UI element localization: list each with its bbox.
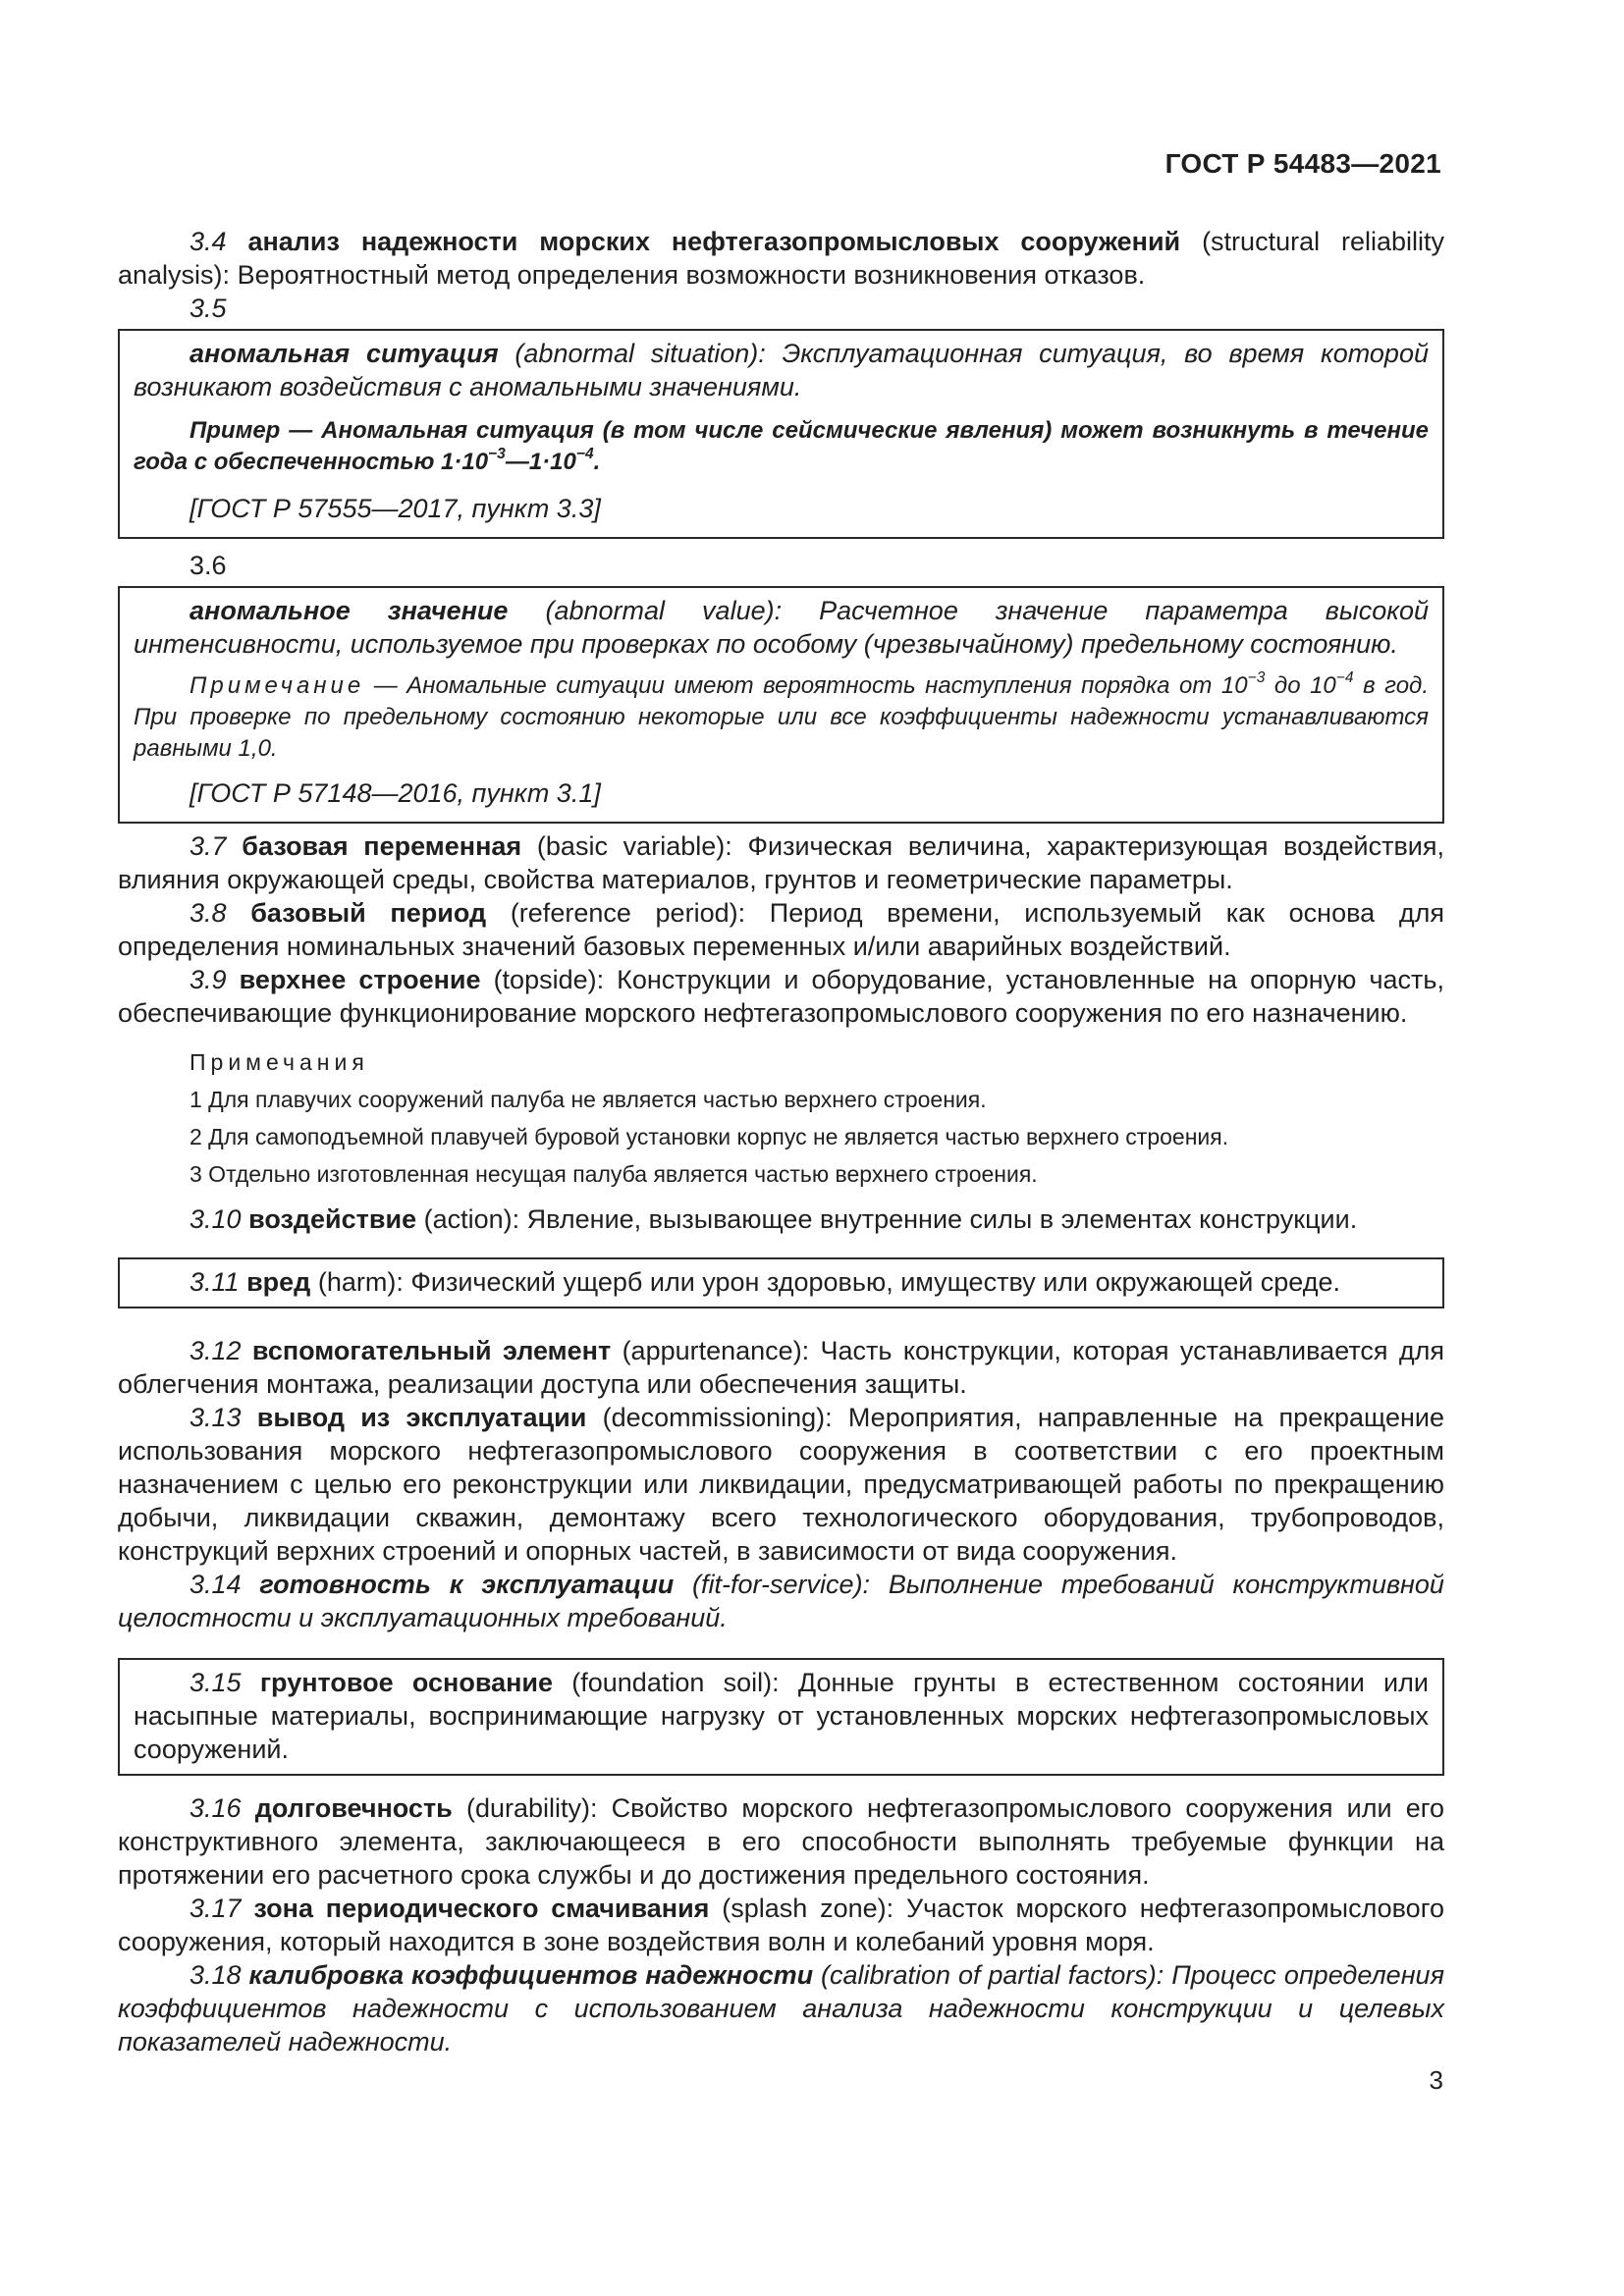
term-3-12 — [118, 1334, 1444, 1401]
term-definition: Период времени, используемый как основа для определения номинальных значений базовых переменных и/или аварийных воздействий. — [118, 898, 1444, 961]
exponent: −4 — [1335, 668, 1354, 686]
term-english: (basic variable): — [536, 831, 732, 861]
term-english: (calibration of partial factors): — [821, 1960, 1164, 1990]
term-name: грунтовое основание — [259, 1668, 554, 1697]
term-3-11-box — [118, 1257, 1444, 1308]
term-english: (structural reliability analysis): — [118, 227, 1444, 290]
term-english: (abnormal value): — [545, 596, 783, 625]
term-3-5-source: [ГОСТ Р 57555—2017, пункт 3.3] — [189, 494, 601, 523]
note-text: до 10 — [1265, 672, 1336, 699]
term-3-14 — [118, 1568, 1444, 1634]
term-3-18 — [118, 1958, 1444, 2058]
term-name: зона периодического смачивания — [253, 1894, 710, 1923]
term-english: (topside): — [493, 965, 605, 994]
note-item: 3 Отдельно изготовленная несущая палуба является частью верхнего строения. — [189, 1161, 1038, 1187]
term-english: (fit-for-service): — [692, 1570, 871, 1599]
term-3-5-label: 3.5 — [189, 294, 227, 323]
term-3-5-box — [118, 329, 1444, 539]
term-definition: Эксплуатационная ситуация, во время которой возникают воздействия с аномальными значениями. — [134, 339, 1429, 401]
term-3-13 — [118, 1401, 1444, 1568]
term-3-6-definition-line — [134, 594, 1429, 661]
exponent: −3 — [488, 445, 506, 462]
exponent: −4 — [575, 445, 594, 462]
term-definition: Вероятностный метод определения возможности возникновения отказов. — [237, 260, 1146, 290]
term-number: 3.18 — [189, 1960, 242, 1990]
term-definition: Часть конструкции, которая устанавливается для облегчения монтажа, реализации доступа или обеспечения защиты. — [118, 1336, 1444, 1399]
term-3-15-box — [118, 1658, 1444, 1776]
term-3-5-definition-line — [134, 337, 1429, 403]
term-name: верхнее строение — [239, 965, 481, 994]
term-english: (foundation soil): — [571, 1668, 780, 1697]
note-item: 1 Для плавучих сооружений палуба не является частью верхнего строения. — [189, 1087, 987, 1112]
term-english: (abnormal situation): — [514, 339, 766, 368]
note-text: — Аномальные ситуации имеют вероятность наступления порядка от 10 — [364, 672, 1248, 699]
term-definition: Процесс определения коэффициентов надежности с использованием анализа надежности конструкции и целевых показателей надежности. — [118, 1960, 1444, 2056]
term-definition: Мероприятия, направленные на прекращение использования морского нефтегазопромыслового сооружения в соответствии с его проектным назначением с целью его реконструкции или ликвидации, предусматривающей работы по прекращению добычи, ликвидации скважин, демонтажу всего технологического оборудования, трубопроводов, конструкций верхних строений и опорных частей, в зависимости от вида сооружения. — [118, 1403, 1444, 1566]
term-english: (appurtenance): — [622, 1336, 810, 1365]
term-3-11 — [134, 1265, 1429, 1299]
term-3-7 — [118, 829, 1444, 896]
notes-heading: Примечания — [189, 1049, 369, 1075]
example-text: —1·10 — [505, 449, 576, 475]
term-3-6-note — [134, 670, 1429, 765]
term-3-15 — [134, 1666, 1429, 1766]
term-number: 3.7 — [189, 831, 227, 861]
term-name: вывод из эксплуатации — [256, 1403, 587, 1432]
term-definition: Выполнение требований конструктивной целостности и эксплуатационных требований. — [118, 1570, 1444, 1632]
term-name: базовая переменная — [242, 831, 522, 861]
term-definition: Расчетное значение параметра высокой интенсивности, используемое при проверках по особому (чрезвычайному) предельному состоянию. — [134, 596, 1430, 659]
term-number: 3.10 — [189, 1204, 242, 1234]
exponent: −3 — [1247, 668, 1266, 686]
term-english: (reference period): — [510, 898, 746, 928]
term-name: базовый период — [250, 898, 487, 928]
term-3-6-label: 3.6 — [189, 551, 227, 580]
document-id-header: ГОСТ Р 54483—2021 — [1164, 148, 1441, 179]
term-number: 3.9 — [189, 965, 227, 994]
term-3-5-example — [134, 415, 1429, 478]
term-number: 3.11 — [189, 1267, 240, 1297]
term-english: (splash zone): — [722, 1894, 894, 1923]
term-number: 3.8 — [189, 898, 227, 928]
note-item: 2 Для самоподъемной плавучей буровой установки корпус не является частью верхнего строения. — [189, 1124, 1229, 1149]
term-number: 3.15 — [189, 1668, 242, 1697]
term-3-10 — [118, 1202, 1444, 1236]
term-3-9 — [118, 963, 1444, 1030]
term-name: воздействие — [248, 1204, 417, 1234]
term-3-6-source: [ГОСТ Р 57148—2016, пункт 3.1] — [189, 778, 601, 808]
example-text: Пример — Аномальная ситуация (в том числе сейсмические явления) может возникнуть в течение года с обеспеченностью 1·10 — [134, 417, 1429, 475]
term-english: (action): — [423, 1204, 520, 1234]
term-english: (durability): — [465, 1793, 598, 1823]
note-heading: Примечание — [189, 672, 365, 699]
term-definition: Физическая величина, характеризующая воздействия, влияния окружающей среды, свойства материалов, грунтов и геометрические параметры. — [118, 831, 1444, 894]
term-number: 3.17 — [189, 1894, 242, 1923]
term-name: вспомогательный элемент — [251, 1336, 612, 1365]
term-definition: Явление, вызывающее внутренние силы в элементах конструкции. — [526, 1204, 1358, 1234]
term-definition: Свойство морского нефтегазопромыслового сооружения или его конструктивного элемента, заключающееся в его способности выполнять требуемые функции на протяжении его расчетного срока службы и до достижения предельного состояния. — [118, 1793, 1444, 1890]
term-number: 3.14 — [189, 1570, 242, 1599]
terms-list — [118, 225, 1444, 2058]
term-definition: Донные грунты в естественном состоянии или насыпные материалы, воспринимающие нагрузку от установленных морских нефтегазопромысловых сооружений. — [134, 1668, 1429, 1764]
term-3-6-box — [118, 586, 1444, 824]
term-definition: Физический ущерб или урон здоровью, имуществу или окружающей среде. — [410, 1267, 1341, 1297]
term-definition: Конструкции и оборудование, установленные на опорную часть, обеспечивающие функционирование морского нефтегазопромыслового сооружения по его назначению. — [118, 965, 1444, 1028]
term-3-9-notes — [189, 1043, 1444, 1193]
term-3-8 — [118, 896, 1444, 963]
term-definition: Участок морского нефтегазопромыслового сооружения, который находится в зоне воздействия волн и колебаний уровня моря. — [118, 1894, 1444, 1956]
term-3-4 — [118, 225, 1444, 292]
term-name: калибровка коэффициентов надежности — [248, 1960, 814, 1990]
term-name: аномальное значение — [189, 596, 509, 625]
term-name: анализ надежности морских нефтегазопромысловых сооружений — [247, 227, 1181, 256]
note-text: в год. При проверке по предельному состоянию некоторые или все коэффициенты надежности устанавливаются равными 1,0. — [134, 672, 1429, 762]
term-3-17 — [118, 1892, 1444, 1958]
term-name: вред — [246, 1267, 311, 1297]
example-text: . — [593, 449, 601, 475]
term-english: (harm): — [317, 1267, 404, 1297]
term-name: готовность к эксплуатации — [259, 1570, 675, 1599]
page-number: 3 — [1429, 2065, 1443, 2095]
term-number: 3.4 — [189, 227, 227, 256]
term-number: 3.13 — [189, 1403, 242, 1432]
term-name: аномальная ситуация — [189, 339, 499, 368]
term-number: 3.16 — [189, 1793, 242, 1823]
term-number: 3.12 — [189, 1336, 242, 1365]
term-3-16 — [118, 1791, 1444, 1892]
term-english: (decommissioning): — [602, 1403, 833, 1432]
term-name: долговечность — [254, 1793, 453, 1823]
